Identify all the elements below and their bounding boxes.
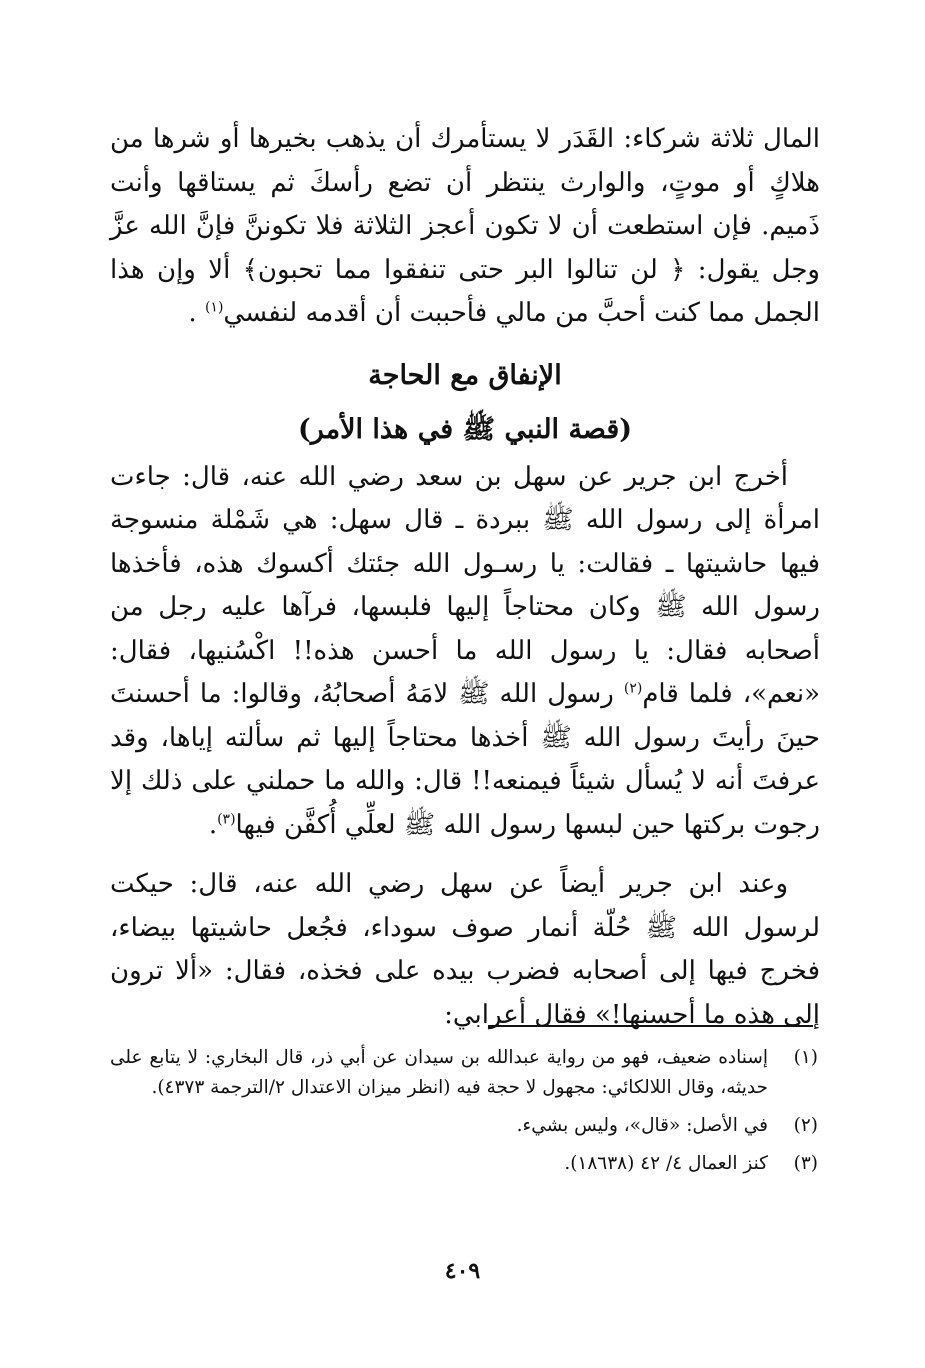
page-body xyxy=(110,118,820,1037)
footnote-text: كنز العمال ٤/ ٤٢ (١٨٦٣٨). xyxy=(564,1153,768,1174)
section-subheading: (قصة النبي ﷺ في هذا الأمر) xyxy=(297,413,633,445)
footnote-ref-3: (٣) xyxy=(217,810,236,827)
paragraph-1-text: المال ثلاثة شركاء: القَدَر لا يستأمرك أن يذهب بخيرها أو شرها من هلاكٍ أو موتٍ، والوارث ينتظر أن تضع رأسكَ ثم يستاقها وأنت ذَميم. فإن استطعت أن لا تكون أعجز الثلاثة فلا تكوننَّ فإنَّ الله عزَّ وجل يقول: ﴿ لن تنالوا البر حتى تنفقوا مما تحبون﴾ ألا وإن هذا الجمل مما كنت أحبَّ من مالي فأحببت أن أقدمه لنفسي xyxy=(110,124,820,328)
footnote-ref-2: (٢) xyxy=(623,680,643,697)
footnote-divider xyxy=(488,1025,813,1027)
footnote-number: (١) xyxy=(793,1047,818,1068)
footnotes xyxy=(110,1043,818,1187)
footnote-text: إسناده ضعيف، فهو من رواية عبدالله بن سيدان عن أبي ذر، قال البخاري: لا يتابع على حديثه، وقال اللالكائي: مجهول لا حجة فيه (انظر ميزان الاعتدال ٢/الترجمة ٤٣٧٣). xyxy=(110,1047,768,1098)
paragraph-3: وعند ابن جرير أيضاً عن سهل رضي الله عنه، قال: حيكت لرسول الله ﷺ حُلّة أنمار صوف سوداء، فجُعل حاشيتها بيضاء، فخرج فيها إلى أصحابه فضرب بيده على فخذه، فقال: «ألا ترون إلى هذه ما أحسنها!» فقال أعرابي: xyxy=(110,869,820,1030)
paragraph-2-end: . xyxy=(208,809,218,840)
paragraph-gap xyxy=(110,847,820,863)
page-number: ٤٠٩ xyxy=(444,1258,481,1284)
footnote-2 xyxy=(110,1111,818,1141)
footnote-text: في الأصل: «قال»، وليس بشيء. xyxy=(516,1115,768,1136)
paragraph-2 xyxy=(110,456,820,848)
paragraph-2-middle: رسول الله ﷺ لامَهُ أصحابُهُ، وقالوا: ما أحسنتَ حينَ رأيتَ رسول الله ﷺ أخذها محتاجاً إليها ثم سألته إياها، وقد عرفتَ أنه لا يُسأل شيئاً فيمنعه!! قال: والله ما حملني على ذلك إلا رجوت بركتها حين لبسها رسول الله ﷺ لعلِّي أُكفَّن فيها xyxy=(110,679,820,840)
footnote-number: (٢) xyxy=(793,1115,818,1136)
footnote-1 xyxy=(110,1043,818,1103)
paragraph-1 xyxy=(110,118,820,336)
section-heading: الإنفاق مع الحاجة xyxy=(368,359,562,391)
footnote-3 xyxy=(110,1149,818,1179)
footnote-ref-1: (١) xyxy=(204,299,224,316)
footnote-number: (٣) xyxy=(793,1153,818,1174)
paragraph-2-text: أخرج ابن جرير عن سهل بن سعد رضي الله عنه، قال: جاءت امرأة إلى رسول الله ﷺ ببردة ـ قال سهل: هي شَمْلة منسوجة فيها حاشيتها ـ فقالت: يا رسـول الله جئتك أكسوك هذه، فأخذها رسول الله ﷺ وكان محتاجاً إليها فلبسها، فرآها عليه رجل من أصحابه فقال: يا رسول الله ما أحسن هذه!! اكْسُنيها، فقال: «نعم»، فلما قام xyxy=(110,461,820,709)
paragraph-1-end: . xyxy=(188,298,197,328)
